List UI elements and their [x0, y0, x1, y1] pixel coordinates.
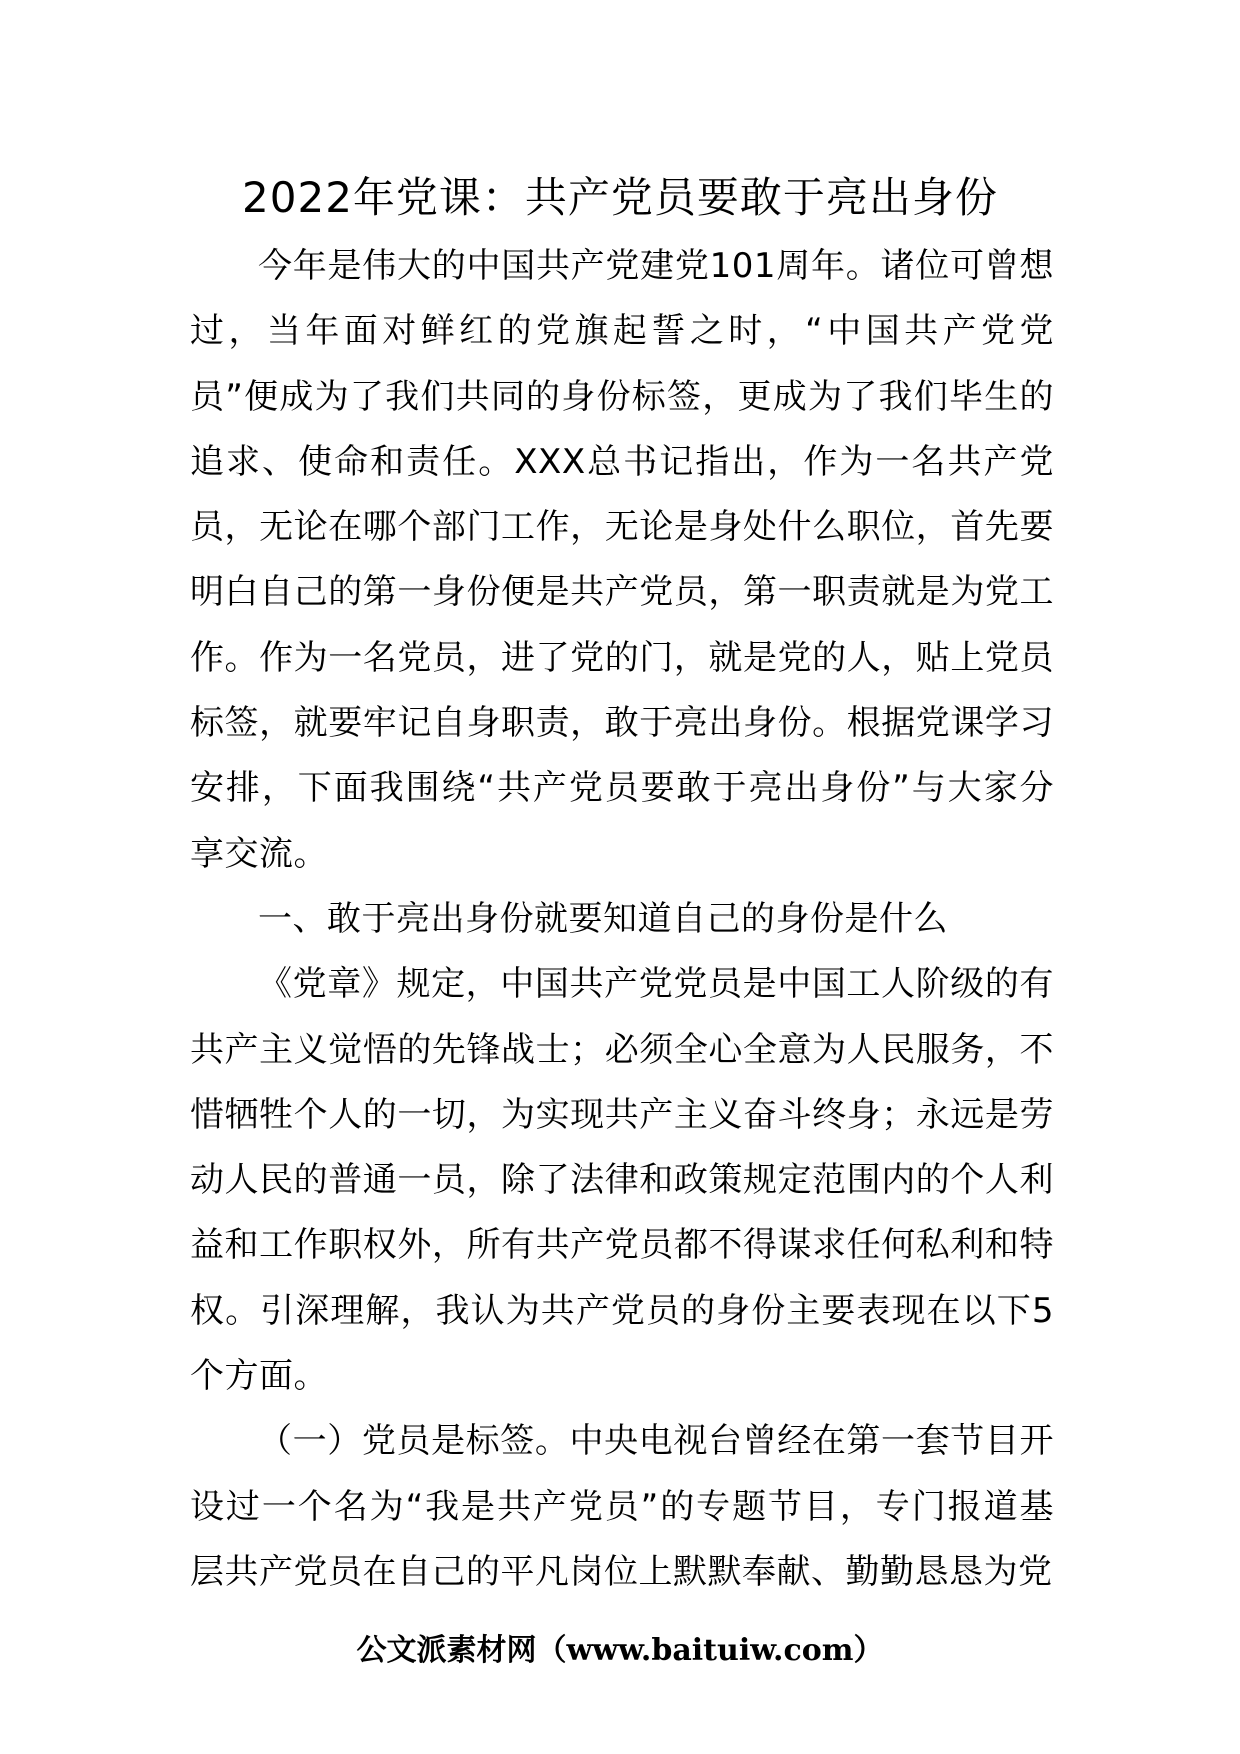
intro-paragraph: 今年是伟大的中国共产党建党101周年。诸位可曾想过，当年面对鲜红的党旗起誓之时，“中国共产党党员”便成为了我们共同的身份标签，更成为了我们毕生的追求、使命和责任。XXX总书记指出，作为一名共产党员，无论在哪个部门工作，无论是身处什么职位，首先要明白自己的第一身份便是共产党员，第一职责就是为党工作。作为一名党员，进了党的门，就是党的人，贴上党员标签，就要牢记自身职责，敢于亮出身份。根据党课学习安排，下面我围绕“共产党员要敢于亮出身份”与大家分享交流。: [190, 246, 1054, 874]
document-title: 2022年党课：共产党员要敢于亮出身份: [242, 173, 998, 222]
document-body: [190, 234, 1054, 1605]
watermark-footer: 公文派素材网（www.baituiw.com）: [356, 1633, 884, 1668]
charter-paragraph: 《党章》规定，中国共产党党员是中国工人阶级的有共产主义觉悟的先锋战士；必须全心全意为人民服务，不惜牺牲个人的一切，为实现共产主义奋斗终身；永远是劳动人民的普通一员，除了法律和政策规定范围内的个人利益和工作职权外，所有共产党员都不得谋求任何私利和特权。引深理解，我认为共产党员的身份主要表现在以下5个方面。: [190, 964, 1054, 1397]
section-heading: 一、敢于亮出身份就要知道自己的身份是什么: [258, 898, 948, 939]
subsection-paragraph: （一）党员是标签。中央电视台曾经在第一套节目开设过一个名为“我是共产党员”的专题节目，专门报道基层共产党员在自己的平凡岗位上默默奉献、勤勤恳恳为党: [190, 1421, 1054, 1592]
